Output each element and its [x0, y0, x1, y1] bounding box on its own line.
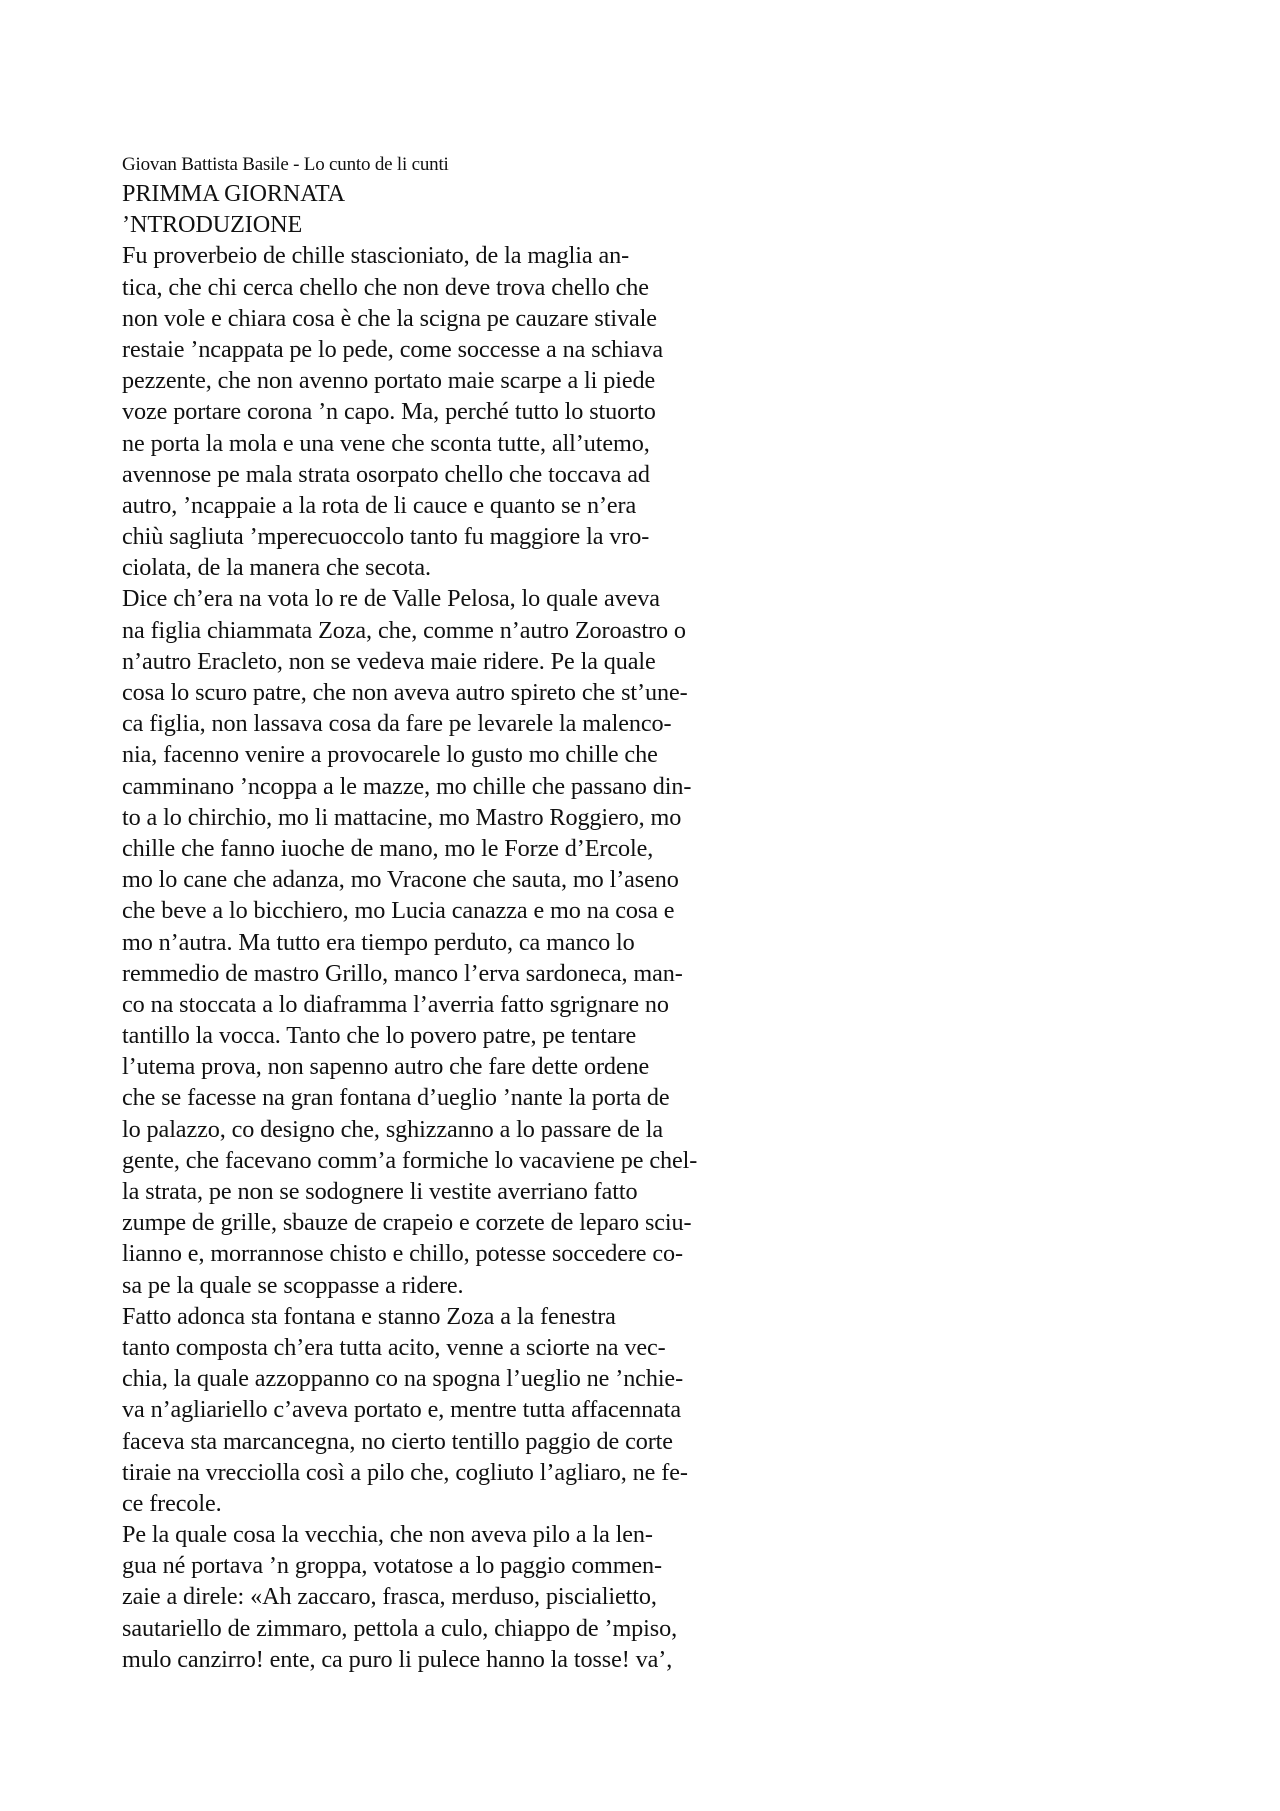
text-line: sautariello de zimmaro, pettola a culo, chiappo de ’mpiso, — [122, 1614, 678, 1642]
text-line: to a lo chirchio, mo li mattacine, mo Mastro Roggiero, mo — [122, 803, 682, 831]
text-line: zaie a direle: «Ah zaccaro, frasca, merduso, piscialietto, — [122, 1583, 657, 1611]
text-line: ne porta la mola e una vene che sconta tutte, all’utemo, — [122, 429, 650, 457]
text-line: voze portare corona ’n capo. Ma, perché tutto lo stuorto — [122, 398, 656, 426]
document-page — [122, 152, 782, 1675]
text-line: che beve a lo bicchiero, mo Lucia canazza e mo na cosa e — [122, 897, 675, 925]
text-line: cosa lo scuro patre, che non aveva autro spireto che st’une- — [122, 679, 688, 706]
text-line: mo lo cane che adanza, mo Vracone che sauta, mo l’aseno — [122, 866, 679, 894]
text-line: autro, ’ncappaie a la rota de li cauce e quanto se n’era — [122, 491, 637, 519]
text-line: zumpe de grille, sbauze de crapeio e corzete de leparo sciu- — [122, 1209, 692, 1237]
text-line: la strata, pe non se sodognere li vestite averriano fatto — [122, 1178, 638, 1205]
text-line: gente, che facevano comm’a formiche lo vacaviene pe chel- — [122, 1146, 698, 1174]
text-line: Dice ch’era na vota lo re de Valle Pelosa, lo quale aveva — [122, 585, 660, 613]
text-line: mo n’autra. Ma tutto era tiempo perduto, ca manco lo — [122, 928, 635, 956]
text-line: lianno e, morrannose chisto e chillo, potesse soccedere co- — [122, 1240, 683, 1268]
text-line: va n’agliariello c’aveva portato e, mentre tutta affacennata — [122, 1396, 681, 1424]
text-line: Fatto adonca sta fontana e stanno Zoza a la fenestra — [122, 1302, 616, 1330]
text-line: camminano ’ncoppa a le mazze, mo chille che passano din- — [122, 772, 692, 800]
text-line: chia, la quale azzoppanno co na spogna l’ueglio ne ’nchie- — [122, 1365, 684, 1393]
text-line: l’utema prova, non sapenno autro che fare dette ordene — [122, 1053, 650, 1081]
text-line: avennose pe mala strata osorpato chello che toccava ad — [122, 460, 650, 488]
text-line: tiraie na vrecciolla così a pilo che, cogliuto l’agliaro, ne fe- — [122, 1458, 688, 1486]
text-line: tica, che chi cerca chello che non deve trova chello che — [122, 273, 649, 301]
paragraph — [122, 583, 782, 1300]
text-line: che se facesse na gran fontana d’ueglio ’nante la porta de — [122, 1084, 670, 1112]
text-line: mulo canzirro! ente, ca puro li pulece hanno la tosse! va’, — [122, 1645, 673, 1673]
text-line: Fu proverbeio de chille stascioniato, de la maglia an- — [122, 242, 630, 270]
text-line: tantillo la vocca. Tanto che lo povero patre, pe tentare — [122, 1022, 637, 1050]
document-header: Giovan Battista Basile - Lo cunto de li cunti — [122, 154, 449, 175]
text-line: ciolata, de la manera che secota. — [122, 554, 431, 582]
text-line: restaie ’ncappata pe lo pede, come soccesse a na schiava — [122, 335, 664, 363]
text-line: gua né portava ’n groppa, votatose a lo paggio commen- — [122, 1552, 662, 1580]
text-line: na figlia chiammata Zoza, che, comme n’autro Zoroastro o — [122, 616, 686, 644]
text-line: ce frecole. — [122, 1489, 222, 1517]
text-line: tanto composta ch’era tutta acito, venne a sciorte na vec- — [122, 1333, 666, 1361]
text-line: co na stoccata a lo diaframma l’averria fatto sgrignare no — [122, 990, 669, 1018]
text-line: ca figlia, non lassava cosa da fare pe levarele la malenco- — [122, 710, 672, 738]
text-line: n’autro Eracleto, non se vedeva maie ridere. Pe la quale — [122, 647, 656, 675]
paragraph — [122, 1519, 782, 1675]
text-line: pezzente, che non avenno portato maie scarpe a li piede — [122, 367, 656, 395]
text-line: Pe la quale cosa la vecchia, che non aveva pilo a la len- — [122, 1521, 653, 1549]
text-line: remmedio de mastro Grillo, manco l’erva sardoneca, man- — [122, 959, 683, 987]
text-line: chiù sagliuta ’mperecuoccolo tanto fu maggiore la vro- — [122, 523, 650, 551]
section-title: ’NTRODUZIONE — [122, 211, 303, 239]
text-line: sa pe la quale se scoppasse a ridere. — [122, 1271, 464, 1299]
text-line: nia, facenno venire a provocarele lo gusto mo chille che — [122, 741, 658, 769]
paragraph — [122, 240, 782, 583]
text-line: lo palazzo, co designo che, sghizzanno a lo passare de la — [122, 1115, 663, 1143]
text-line: chille che fanno iuoche de mano, mo le Forze d’Ercole, — [122, 834, 654, 862]
part-title: PRIMMA GIORNATA — [122, 180, 346, 207]
text-line: faceva sta marcancegna, no cierto tentillo paggio de corte — [122, 1427, 673, 1455]
paragraph — [122, 1301, 782, 1519]
body-text — [122, 240, 782, 1675]
text-line: non vole e chiara cosa è che la scigna pe cauzare stivale — [122, 304, 657, 332]
